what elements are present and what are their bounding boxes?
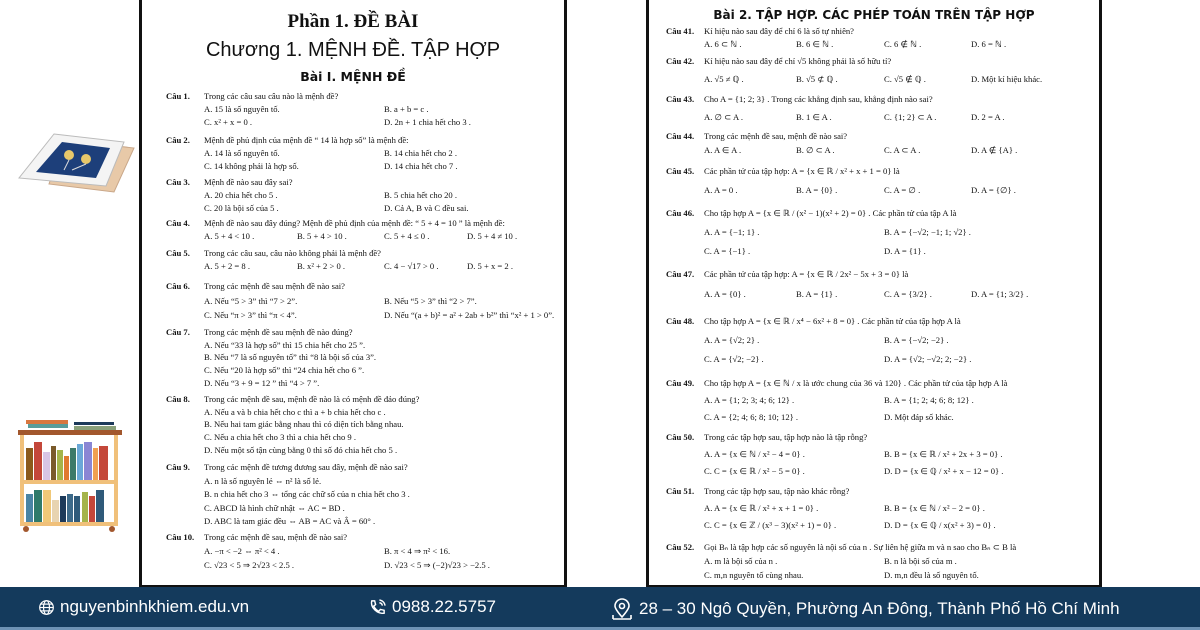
contact-footer (0, 587, 1200, 630)
answer-option: B. Nếu “7 là số nguyên tố” thì “8 là bội số của 3”. (204, 352, 377, 363)
answer-option: B. A = {1; 2; 4; 6; 8; 12} . (884, 395, 974, 405)
answer-option: B. 14 chia hết cho 2 . (384, 148, 458, 158)
website-text: nguyenbinhkhiem.edu.vn (60, 597, 250, 616)
question-text: Trong các mệnh đề sau, mệnh đề nào sai? (704, 131, 848, 141)
question-text: Trong các câu sau, câu nào không phải là mệnh đề? (204, 248, 381, 258)
answer-option: B. Nếu hai tam giác bằng nhau thì có diện tích bằng nhau. (204, 419, 404, 430)
answer-option: B. 1 ∈ A . (796, 112, 832, 122)
question-number: Câu 48. (666, 316, 695, 326)
answer-option: B. 6 ∈ ℕ . (796, 39, 834, 49)
left-document-page (139, 0, 567, 588)
question-number: Câu 1. (166, 91, 190, 101)
answer-option: A. A = {0} . (704, 289, 746, 299)
answer-option: B. x² + 2 > 0 . (297, 261, 346, 271)
answer-option: C. A = {2; 4; 6; 8; 10; 12} . (704, 412, 799, 422)
answer-option: A. 20 chia hết cho 5 . (204, 190, 278, 200)
answer-option: D. m,n đều là số nguyên tố. (884, 570, 979, 580)
question-number: Câu 4. (166, 218, 190, 228)
question-text: Kí hiệu nào sau đây để chỉ 6 là số tự nhiên? (704, 26, 854, 36)
question-text: Trong các mệnh đề sau, mệnh đề nào là có mệnh đề đảo đúng? (204, 394, 420, 404)
answer-option: A. 5 + 2 = 8 . (204, 261, 250, 271)
phone-icon (368, 598, 387, 617)
answer-option: B. A = {−√2; −2} . (884, 335, 949, 345)
answer-option: A. A ∈ A . (704, 145, 742, 155)
question-number: Câu 45. (666, 166, 695, 176)
answer-option: D. √23 < 5 ⇒ (−2)√23 > −2.5 . (384, 560, 490, 570)
answer-option: A. Nếu a và b chia hết cho c thì a + b chia hết cho c . (204, 406, 386, 417)
answer-option: B. n chia hết cho 3 ⇔ tổng các chữ số của n chia hết cho 3 . (204, 489, 410, 499)
answer-option: B. √5 ⊄ ℚ . (796, 74, 838, 84)
globe-icon (38, 599, 55, 616)
question-text: Mệnh đề nào sau đây sai? (204, 177, 293, 187)
question-text: Các phần tử của tập hợp: A = {x ∈ ℝ / x² + x + 1 = 0} là (704, 166, 900, 176)
question-number: Câu 43. (666, 94, 695, 104)
answer-option: A. 5 + 4 < 10 . (204, 231, 255, 241)
question-text: Mệnh đề nào sau đây đúng? Mệnh đề phủ định của mệnh đề: “ 5 + 4 = 10 ” là mệnh đề: (204, 218, 505, 228)
answer-option: C. A ⊂ A . (884, 145, 921, 155)
answer-option: B. n là bội số của m . (884, 556, 957, 566)
answer-option: A. √5 ≠ ℚ . (704, 74, 744, 84)
answer-option: D. A = {1} . (884, 246, 926, 256)
question-number: Câu 49. (666, 378, 695, 388)
question-number: Câu 7. (166, 327, 190, 337)
question-number: Câu 6. (166, 281, 190, 291)
answer-option: D. Nếu “3 + 9 = 12 ” thì “4 > 7 ”. (204, 377, 320, 388)
answer-option: B. B = {x ∈ ℕ / x² − 2 = 0} . (884, 503, 985, 513)
phone-link[interactable] (368, 597, 496, 617)
answer-option: C. Nếu “20 là hợp số” thì “24 chia hết cho 6 ”. (204, 365, 365, 376)
question-text: Gọi Bₙ là tập hợp các số nguyên là nội số của n . Sự liên hệ giữa m và n sao cho Bₙ ⊂ B là (704, 542, 1017, 552)
question-number: Câu 3. (166, 177, 190, 187)
bookshelf-illustration (16, 418, 124, 534)
question-text: Cho tập hợp A = {x ∈ ℝ / x⁴ − 6x² + 8 = 0} . Các phần tử của tập hợp A là (704, 316, 961, 326)
answer-option: C. 5 + 4 ≤ 0 . (384, 231, 430, 241)
question-text: Kí hiệu nào sau đây để chỉ √5 không phải là số hữu tỉ? (704, 56, 892, 66)
question-number: Câu 10. (166, 532, 195, 542)
answer-option: A. A = {1; 2; 3; 4; 6; 12} . (704, 395, 795, 405)
answer-option: A. A = 0 . (704, 185, 738, 195)
answer-option: D. 2n + 1 chia hết cho 3 . (384, 117, 471, 127)
answer-option: B. B = {x ∈ ℝ / x² + 2x + 3 = 0} . (884, 449, 1003, 459)
answer-option: C. A = {−1} . (704, 246, 751, 256)
question-text: Trong các câu sau câu nào là mệnh đề? (204, 91, 339, 101)
question-number: Câu 2. (166, 135, 190, 145)
answer-option: B. π < 4 ⇒ π² < 16. (384, 546, 451, 556)
answer-option: A. −π < −2 ⇔ π² < 4 . (204, 546, 280, 556)
question-text: Trong các mệnh đề tương đương sau đây, mệnh đề nào sai? (204, 462, 408, 472)
question-number: Câu 51. (666, 486, 695, 496)
question-text: Trong các mệnh đề sau, mệnh đề nào sai? (204, 532, 348, 542)
answer-option: A. A = {−1; 1} . (704, 227, 760, 237)
answer-option: A. A = {√2; 2} . (704, 335, 760, 345)
answer-option: D. A = {1; 3/2} . (971, 289, 1029, 299)
answer-option: B. 5 chia hết cho 20 . (384, 190, 458, 200)
phone-text: 0988.22.5757 (392, 597, 496, 616)
answer-option: D. D = {x ∈ ℚ / x(x² + 3) = 0} . (884, 520, 996, 530)
question-text: Cho tập hợp A = {x ∈ ℕ / x là ước chung của 36 và 120} . Các phần tử của tập hợp A là (704, 378, 1008, 388)
answer-option: D. 2 = A . (971, 112, 1005, 122)
answer-option: A. A = {x ∈ ℝ / x² + x + 1 = 0} . (704, 503, 819, 513)
question-text: Cho tập hợp A = {x ∈ ℝ / (x² − 1)(x² + 2) = 0} . Các phần tử của tập A là (704, 208, 957, 218)
answer-option: D. A = {√2; −√2; 2; −2} . (884, 354, 972, 364)
answer-option: C. {1; 2} ⊂ A . (884, 112, 937, 122)
answer-option: A. A = {x ∈ ℕ / x² − 4 = 0} . (704, 449, 805, 459)
answer-option: B. Nếu “5 > 3” thì “2 > 7”. (384, 295, 477, 306)
question-text: Cho A = {1; 2; 3} . Trong các khẳng định sau, khẳng định nào sai? (704, 94, 933, 104)
answer-option: A. 15 là số nguyên tố. (204, 104, 280, 114)
answer-option: A. 6 ⊂ ℕ . (704, 39, 742, 49)
answer-option: D. 5 + x = 2 . (467, 261, 513, 271)
answer-option: B. a + b = c . (384, 104, 429, 114)
answer-option: B. ∅ ⊂ A . (796, 145, 835, 155)
question-number: Câu 50. (666, 432, 695, 442)
website-link[interactable] (38, 597, 249, 617)
right-document-page (646, 0, 1102, 588)
answer-option: C. Nếu “π > 3” thì “π < 4”. (204, 310, 297, 320)
question-number: Câu 8. (166, 394, 190, 404)
question-number: Câu 5. (166, 248, 190, 258)
question-number: Câu 42. (666, 56, 695, 66)
chapter-title: Chương 1. MỆNH ĐỀ. TẬP HỢP (205, 39, 501, 61)
question-number: Câu 46. (666, 208, 695, 218)
answer-option: D. A ∉ {A} . (971, 145, 1018, 155)
answer-option: B. A = {−√2; −1; 1; √2} . (884, 227, 971, 237)
answer-option: C. √23 < 5 ⇒ 2√23 < 2.5 . (204, 560, 295, 570)
part-title: Phần 1. ĐỀ BÀI (287, 11, 419, 32)
book-stack-illustration (14, 128, 140, 200)
answer-option: A. Nếu “33 là hợp số” thì 15 chia hết cho 25 ”. (204, 339, 366, 350)
answer-option: D. Một kí hiệu khác. (971, 74, 1043, 84)
answer-option: C. 6 ∉ ℕ . (884, 39, 922, 49)
answer-option: D. D = {x ∈ ℚ / x² + x − 12 = 0} . (884, 466, 1004, 476)
question-text: Trong các mệnh đề sau mệnh đề nào đúng? (204, 327, 353, 337)
address-text: 28 – 30 Ngô Quyền, Phường An Đông, Thành Phố Hồ Chí Minh (639, 599, 1120, 618)
question-number: Câu 52. (666, 542, 695, 552)
address-text-group (610, 597, 1120, 621)
answer-option: D. A = {∅} . (971, 185, 1016, 195)
answer-option: D. ABC là tam giác đều ⇔ AB = AC và Â = 60° . (204, 516, 376, 526)
answer-option: D. Nếu một số tận cùng bằng 0 thì số đó chia hết cho 5 . (204, 444, 398, 455)
answer-option: D. Một đáp số khác. (884, 412, 954, 422)
answer-option: C. A = ∅ . (884, 185, 921, 195)
question-text: Các phần tử của tập hợp: A = {x ∈ ℝ / 2x² − 5x + 3 = 0} là (704, 269, 909, 279)
answer-option: C. A = {√2; −2} . (704, 354, 764, 364)
answer-option: D. 14 chia hết cho 7 . (384, 161, 458, 171)
question-text: Trong các tập hợp sau, tập hợp nào là tập rỗng? (704, 432, 868, 442)
answer-option: D. 6 = ℕ . (971, 39, 1007, 49)
answer-option: C. C = {x ∈ ℤ / (x³ − 3)(x² + 1) = 0} . (704, 520, 837, 530)
question-number: Câu 47. (666, 269, 695, 279)
answer-option: D. Cả A, B và C đều sai. (384, 203, 469, 213)
answer-option: A. n là số nguyên lẻ ⇔ n² là số lẻ. (204, 475, 322, 486)
answer-option: A. Nếu “5 > 3” thì “7 > 2”. (204, 295, 298, 306)
answer-option: D. 5 + 4 ≠ 10 . (467, 231, 518, 241)
answer-option: B. A = {1} . (796, 289, 838, 299)
question-text: Trong các mệnh đề sau mệnh đề nào sai? (204, 281, 345, 291)
lesson-title: Bài I. MỆNH ĐỀ (300, 69, 406, 84)
question-number: Câu 44. (666, 131, 695, 141)
answer-option: C. m,n nguyên tố cùng nhau. (704, 570, 804, 580)
question-number: Câu 9. (166, 462, 190, 472)
answer-option: C. 14 không phải là hợp số. (204, 161, 299, 171)
lesson-title: Bài 2. TẬP HỢP. CÁC PHÉP TOÁN TRÊN TẬP HỢP (713, 8, 1035, 22)
question-text: Mệnh đề phủ định của mệnh đề “ 14 là hợp số” là mệnh đề: (204, 135, 409, 145)
answer-option: B. A = {0} . (796, 185, 838, 195)
answer-option: C. x² + x = 0 . (204, 117, 253, 127)
question-number: Câu 41. (666, 26, 695, 36)
answer-option: C. ABCD là hình chữ nhật ⇔ AC = BD . (204, 502, 345, 513)
answer-option: C. 4 − √17 > 0 . (384, 261, 439, 271)
answer-option: C. 20 là bội số của 5 . (204, 203, 279, 213)
answer-option: A. 14 là số nguyên tố. (204, 148, 280, 158)
answer-option: C. C = {x ∈ ℝ / x² − 5 = 0} . (704, 466, 805, 476)
location-pin-icon (610, 597, 634, 621)
answer-option: B. 5 + 4 > 10 . (297, 231, 347, 241)
answer-option: C. A = {3/2} . (884, 289, 932, 299)
answer-option: C. √5 ∉ ℚ . (884, 74, 926, 84)
answer-option: A. ∅ ⊂ A . (704, 112, 744, 122)
answer-option: D. Nếu “(a + b)² = a² + 2ab + b²” thì “x² + 1 > 0”. (384, 310, 555, 320)
answer-option: C. Nếu a chia hết cho 3 thì a chia hết cho 9 . (204, 432, 357, 443)
question-text: Trong các tập hợp sau, tập nào khác rỗng? (704, 486, 850, 496)
answer-option: A. m là bội số của n . (704, 556, 778, 566)
